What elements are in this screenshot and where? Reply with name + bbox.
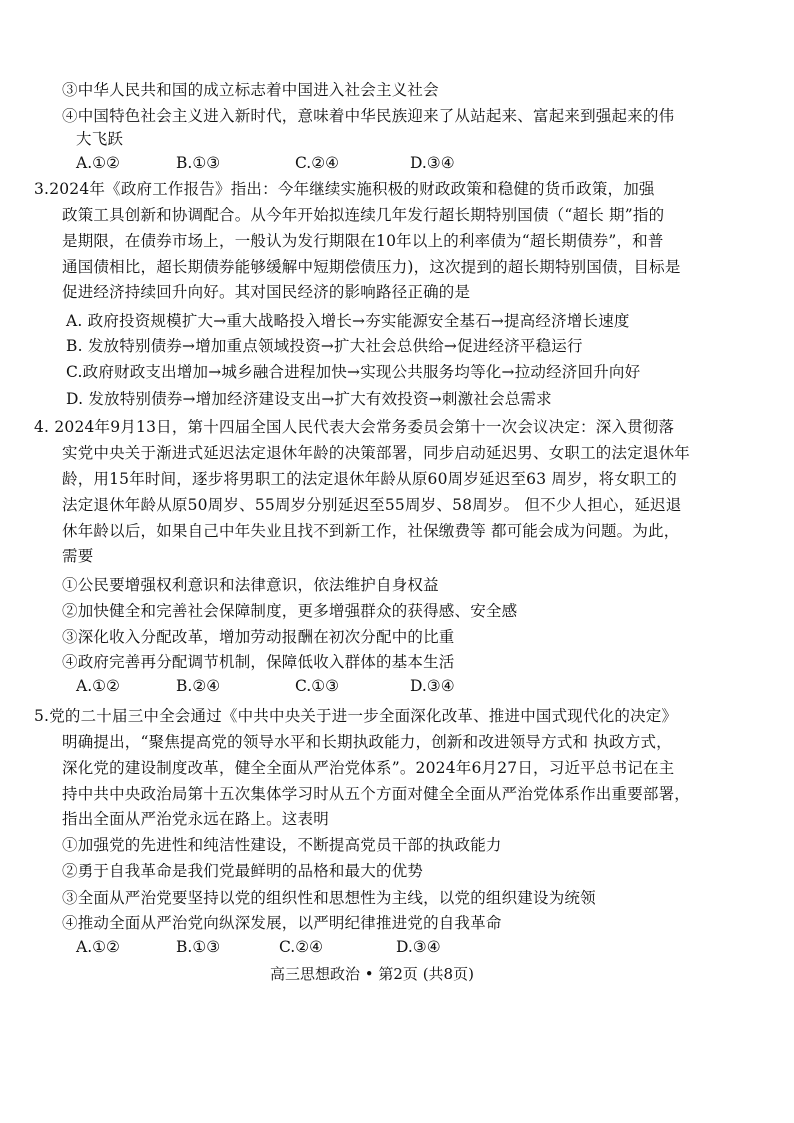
q4-stem-line-5: 休年龄以后，如果自己中年失业且找不到新工作，社保缴费等 都可能会成为问题。为此， <box>62 522 680 540</box>
q4-stem-line-1: 4. 2024年9月13日，第十四届全国人民代表大会常务委员会第十一次会议决定：深入贯彻落 <box>34 418 675 436</box>
q2-option-b[interactable]: B.①③ <box>176 154 221 172</box>
q5-option-c[interactable]: C.②④ <box>279 938 324 956</box>
q3-option-b[interactable]: B. 发放特别债券→增加重点领域投资→扩大社会总供给→促进经济平稳运行 <box>66 337 583 355</box>
q2-option-a[interactable]: A.①② <box>76 154 120 172</box>
q2-option-c[interactable]: C.②④ <box>295 154 340 172</box>
q5-stem-line-5: 指出全面从严治党永远在路上。这表明 <box>62 810 329 828</box>
q4-statement-3: ③深化收入分配改革，增加劳动报酬在初次分配中的比重 <box>62 628 455 646</box>
q4-statement-4: ④政府完善再分配调节机制，保障低收入群体的基本生活 <box>62 653 455 671</box>
q4-stem-line-4: 法定退休年龄从原50周岁、55周岁分别延迟至55周岁、58周岁。 但不少人担心，延迟退 <box>62 496 682 514</box>
q4-option-c[interactable]: C.①③ <box>295 677 340 695</box>
q5-option-a[interactable]: A.①② <box>76 938 120 956</box>
q3-stem-line-3: 是期限，在债券市场上，一般认为发行期限在10年以上的利率债为“超长期债券”，和普 <box>62 232 664 250</box>
q5-option-d[interactable]: D.③④ <box>396 938 441 956</box>
q5-stem-line-3: 深化党的建设制度改革，健全全面从严治党体系”。2024年6月27日，习近平总书记在主 <box>62 759 675 777</box>
q4-option-a[interactable]: A.①② <box>76 677 120 695</box>
q5-stem-line-1: 5.党的二十届三中全会通过《中共中央关于进一步全面深化改革、推进中国式现代化的决定》 <box>34 707 678 725</box>
q4-option-b[interactable]: B.②④ <box>176 677 221 695</box>
q3-option-d[interactable]: D. 发放特别债券→增加经济建设支出→扩大有效投资→刺激社会总需求 <box>66 390 552 408</box>
q4-statement-1: ①公民要增强权利意识和法律意识，依法维护自身权益 <box>62 576 439 594</box>
q5-option-b[interactable]: B.①③ <box>176 938 221 956</box>
q2-option-d[interactable]: D.③④ <box>410 154 455 172</box>
q3-option-a[interactable]: A. 政府投资规模扩大→重大战略投入增长→夯实能源安全基石→提高经济增长速度 <box>66 312 630 330</box>
q5-statement-2: ②勇于自我革命是我们党最鲜明的品格和最大的优势 <box>62 862 424 880</box>
q4-stem-line-3: 龄，用15年时间，逐步将男职工的法定退休年龄从原60周岁延迟至63 周岁，将女职工的 <box>62 470 677 488</box>
q4-stem-line-6: 需要 <box>62 547 94 565</box>
q4-option-d[interactable]: D.③④ <box>410 677 455 695</box>
q5-stem-line-4: 持中共中央政治局第十五次集体学习时从五个方面对健全全面从严治党体系作出重要部署， <box>62 785 691 803</box>
q4-statement-2: ②加快健全和完善社会保障制度，更多增强群众的获得感、安全感 <box>62 602 518 620</box>
q2-statement-4-line-1: ④中国特色社会主义进入新时代，意味着中华民族迎来了从站起来、富起来到强起来的伟 <box>62 107 675 125</box>
q3-stem-line-1: 3.2024年《政府工作报告》指出：今年继续实施积极的财政政策和稳健的货币政策，加强 <box>34 180 655 198</box>
q5-stem-line-2: 明确提出，“聚焦提高党的领导水平和长期执政能力，创新和改进领导方式和 执政方式， <box>62 733 672 751</box>
page-footer: 高三思想政治 • 第2页 (共8页) <box>270 965 474 983</box>
q2-statement-3: ③中华人民共和国的成立标志着中国进入社会主义社会 <box>62 81 439 99</box>
q3-stem-line-5: 促进经济持续回升向好。其对国民经济的影响路径正确的是 <box>62 283 471 301</box>
q5-statement-4: ④推动全面从严治党向纵深发展，以严明纪律推进党的自我革命 <box>62 914 502 932</box>
q5-statement-3: ③全面从严治党要坚持以党的组织性和思想性为主线，以党的组织建设为统领 <box>62 889 596 907</box>
q3-option-c[interactable]: C.政府财政支出增加→城乡融合进程加快→实现公共服务均等化→拉动经济回升向好 <box>66 363 641 381</box>
q5-statement-1: ①加强党的先进性和纯洁性建设，不断提高党员干部的执政能力 <box>62 836 502 854</box>
q2-statement-4-line-2: 大飞跃 <box>76 130 124 148</box>
q4-stem-line-2: 实党中央关于渐进式延迟法定退休年龄的决策部署，同步启动延迟男、女职工的法定退休年 <box>62 444 691 462</box>
q3-stem-line-4: 通国债相比，超长期债券能够缓解中短期偿债压力)，这次提到的超长期特别国债，目标是 <box>62 258 681 276</box>
q3-stem-line-2: 政策工具创新和协调配合。从今年开始拟连续几年发行超长期特别国债（“超长 期”指的 <box>62 206 665 224</box>
